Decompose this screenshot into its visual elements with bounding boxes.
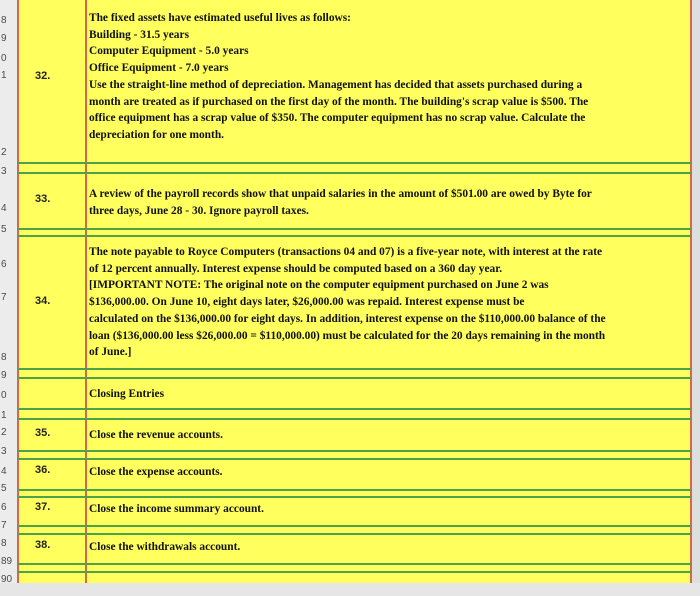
text-line: Computer Equipment - 5.0 years — [89, 45, 249, 58]
row-number: 9 — [1, 33, 7, 44]
item-number: 35. — [35, 427, 51, 439]
item-number: 33. — [35, 193, 51, 205]
item-number: 38. — [35, 539, 51, 551]
text-line: Use the straight-line method of depreciation. Management has decided that assets purchased during a — [89, 78, 583, 91]
row-number: 7 — [1, 520, 7, 531]
bottom-edge — [0, 583, 700, 596]
item-number: 37. — [35, 501, 51, 513]
row-border — [17, 563, 692, 565]
row-border — [17, 571, 692, 573]
item-text-block — [89, 10, 689, 144]
row-border — [17, 172, 692, 174]
row-number: 6 — [1, 502, 7, 513]
text-line: loan ($136,000.00 less $26,000.00 = $110,000.00) must be calculated for the 20 days remaining in the month — [89, 329, 606, 342]
item-text-block — [89, 244, 689, 361]
row-number: 9 — [1, 370, 7, 381]
row-number: 8 — [1, 538, 7, 549]
text-line: Building - 31.5 years — [89, 28, 189, 41]
row-number: 3 — [1, 166, 7, 177]
row-border — [17, 525, 692, 527]
item-number: 36. — [35, 464, 51, 476]
row-border — [17, 458, 692, 460]
text-line: three days, June 28 - 30. Ignore payroll taxes. — [89, 204, 309, 217]
row-number: 6 — [1, 259, 7, 270]
row-number: 8 — [1, 352, 7, 363]
row-border — [17, 418, 692, 420]
text-line: The note payable to Royce Computers (transactions 04 and 07) is a five-year note, with interest at the rate — [89, 246, 603, 258]
text-line: of June.] — [89, 346, 132, 359]
text-line: [IMPORTANT NOTE: The original note on the computer equipment purchased on June 2 was — [89, 279, 549, 292]
text-line: month are treated as if purchased on the first day of the month. The building's scrap value is $500. The — [89, 95, 589, 108]
row-number: 3 — [1, 446, 7, 457]
item-number: 32. — [35, 70, 51, 82]
text-line: office equipment has a scrap value of $350. The computer equipment has no scrap value. Calculate the — [89, 112, 586, 125]
row-number: 0 — [1, 53, 7, 64]
right-edge — [692, 0, 700, 596]
text-line: of 12 percent annually. Interest expense should be computed based on a 360 day year. — [89, 262, 503, 275]
text-line: depreciation for one month. — [89, 128, 224, 141]
row-number: 2 — [1, 427, 7, 438]
row-border — [17, 489, 692, 491]
text-line: $136,000.00. On June 10, eight days later, $26,000.00 was repaid. Interest expense must be — [89, 296, 525, 309]
row-number: 5 — [1, 483, 7, 494]
row-border — [17, 368, 692, 370]
row-border — [17, 496, 692, 498]
row-number: 0 — [1, 390, 7, 401]
row-number: 7 — [1, 292, 7, 303]
row-number: 89 — [1, 556, 13, 567]
row-border — [17, 235, 692, 237]
closing-entries-heading: Closing Entries — [89, 388, 164, 400]
text-line: The fixed assets have estimated useful lives as follows: — [89, 12, 351, 24]
text-line: A review of the payroll records show that unpaid salaries in the amount of $501.00 are owed by Byte for — [89, 188, 592, 200]
row-number: 5 — [1, 224, 7, 235]
item-text: Close the income summary account. — [89, 503, 264, 515]
row-border — [17, 533, 692, 535]
text-line: Office Equipment - 7.0 years — [89, 62, 229, 75]
item-text: Close the revenue accounts. — [89, 429, 223, 441]
row-number: 8 — [1, 15, 7, 26]
item-number: 34. — [35, 295, 51, 307]
text-line: calculated on the $136,000.00 for eight days. In addition, interest expense on the $110,000.00 balance of the — [89, 312, 606, 325]
row-border — [17, 450, 692, 452]
item-text: Close the withdrawals account. — [89, 541, 241, 553]
row-number: 90 — [1, 574, 13, 585]
item-text: Close the expense accounts. — [89, 466, 223, 478]
item-text-block — [89, 186, 689, 219]
row-number: 1 — [1, 410, 7, 421]
row-number: 1 — [1, 70, 7, 81]
row-border — [17, 162, 692, 164]
row-border — [17, 228, 692, 230]
row-border — [17, 377, 692, 379]
row-number: 4 — [1, 466, 7, 477]
row-number: 4 — [1, 203, 7, 214]
row-number: 2 — [1, 147, 7, 158]
row-border — [17, 408, 692, 410]
